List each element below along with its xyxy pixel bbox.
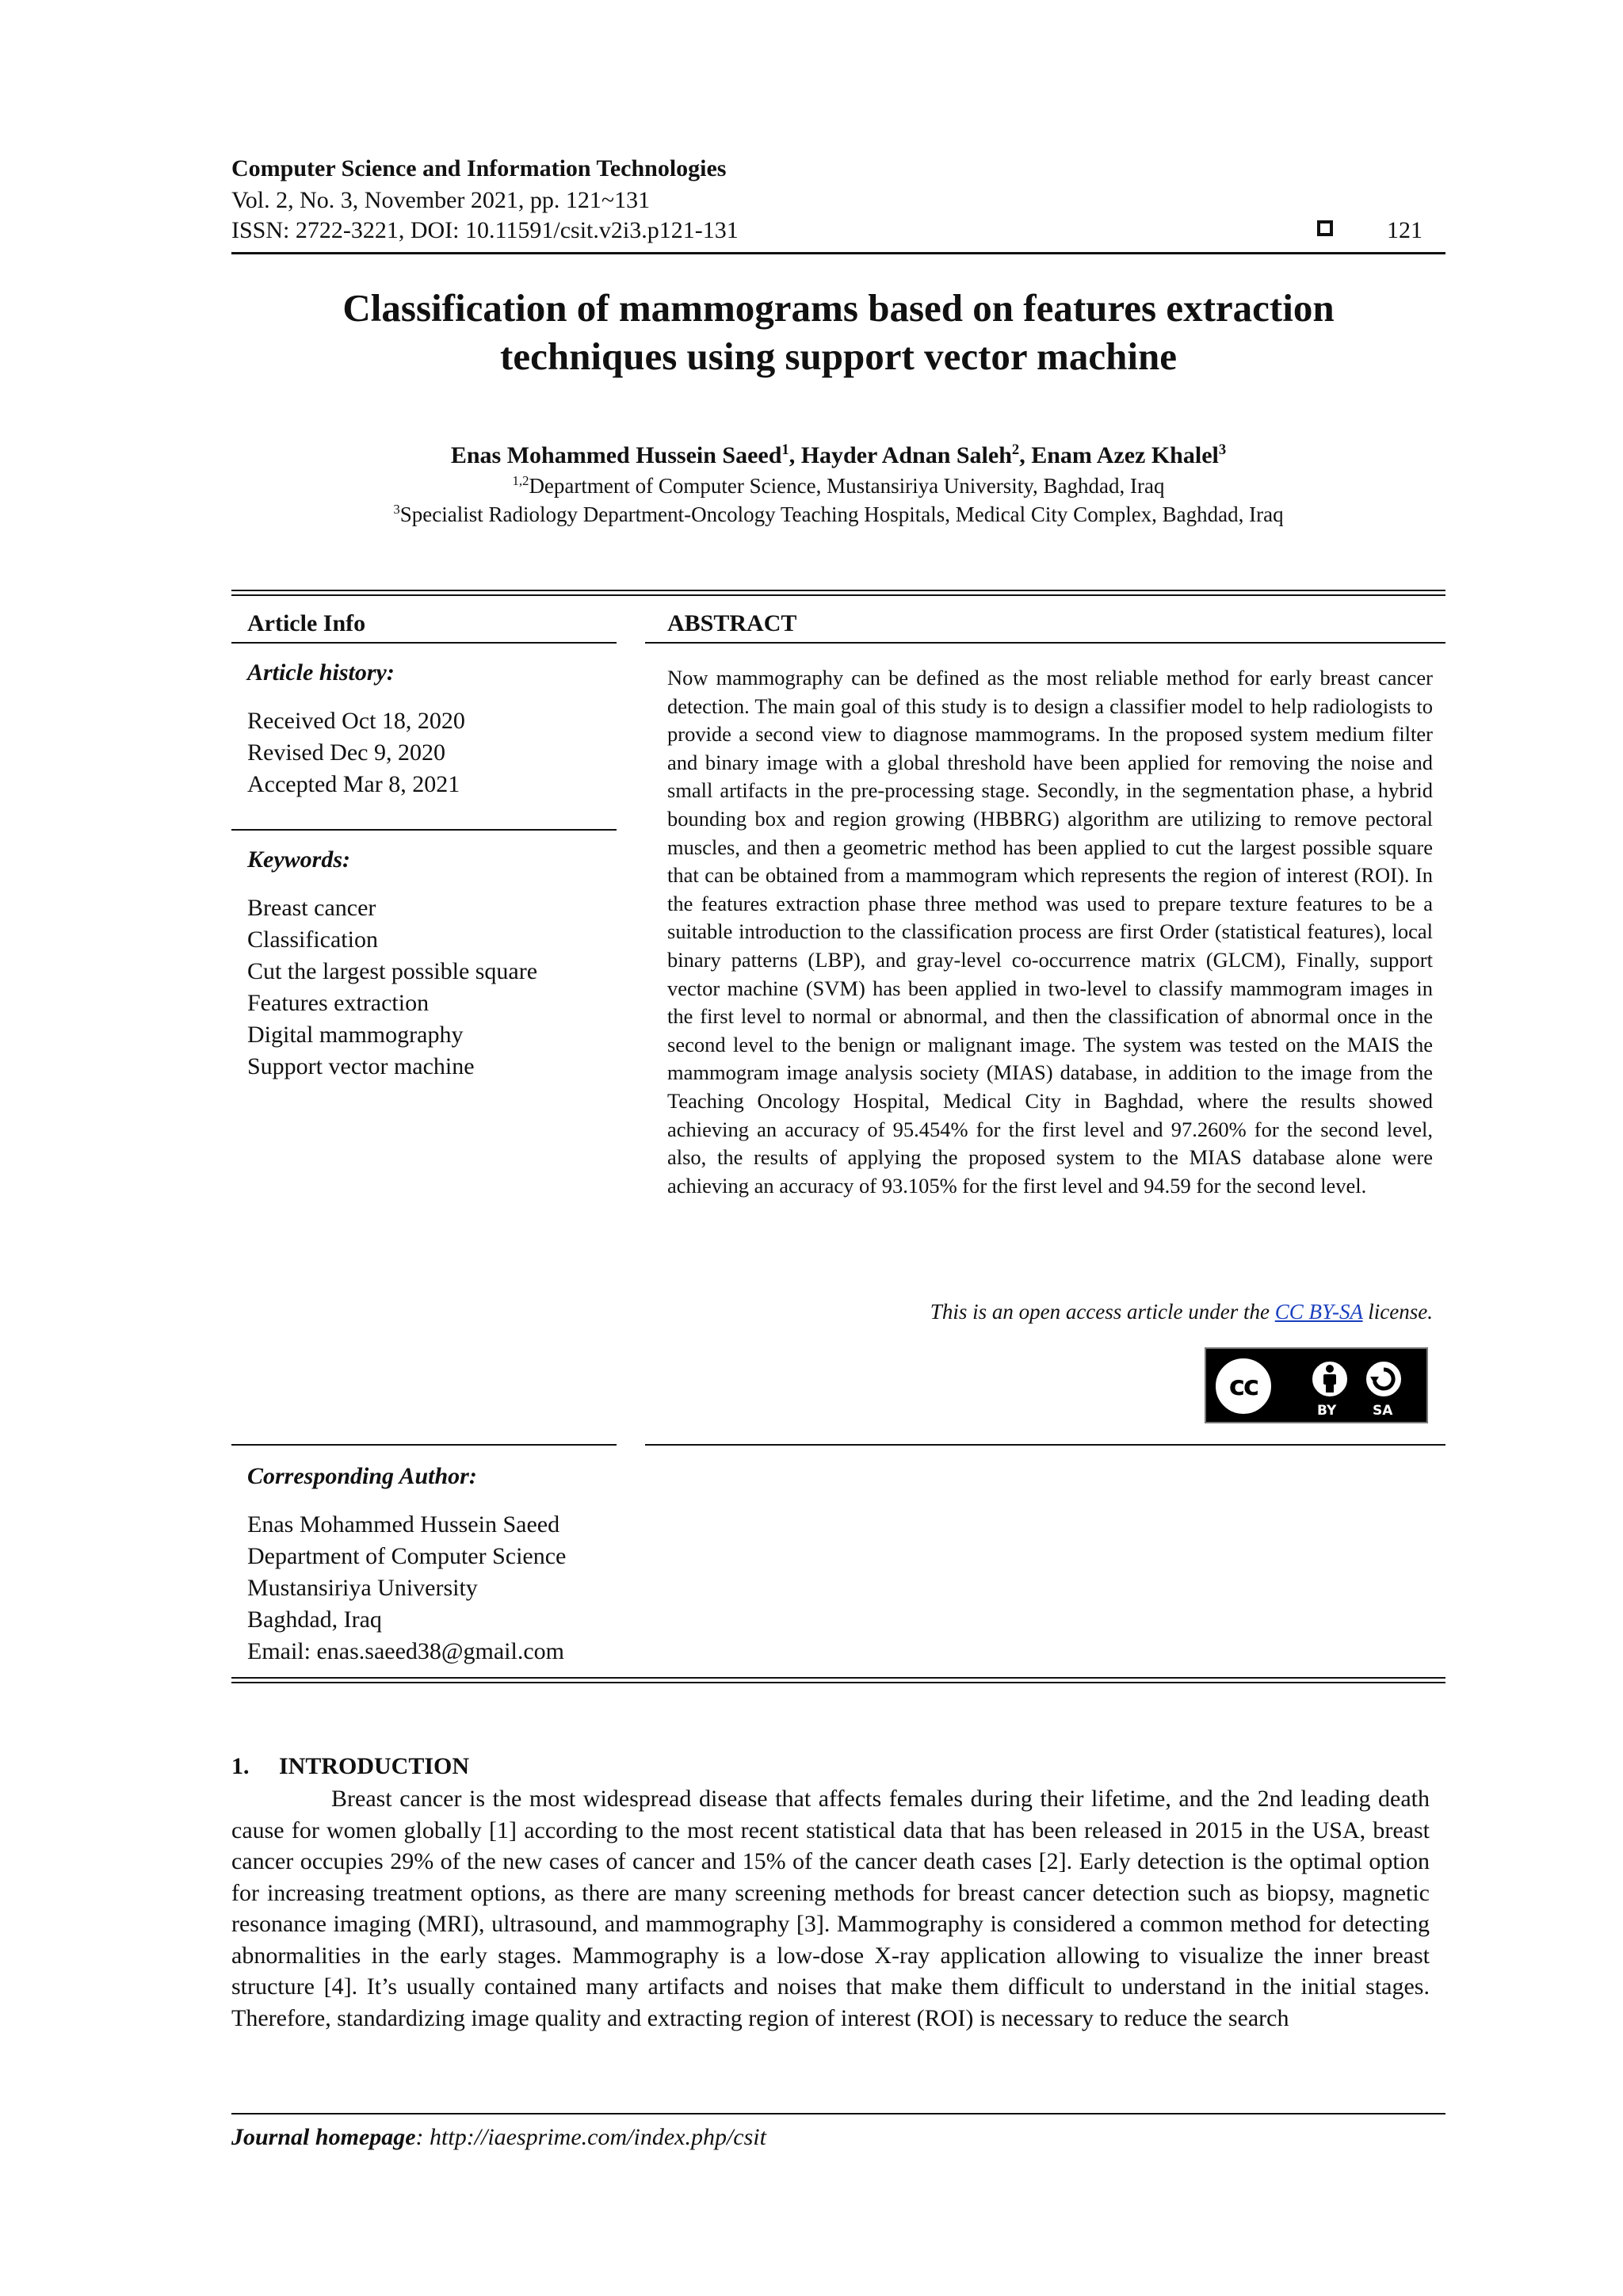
author-name: Hayder Adnan Saleh xyxy=(800,442,1012,468)
page-number: 121 xyxy=(1387,217,1423,243)
keywords-list xyxy=(247,892,612,1083)
abstract-heading: ABSTRACT xyxy=(667,610,797,636)
paper-title xyxy=(231,284,1445,380)
creative-commons-icon: cc xyxy=(1211,1354,1276,1419)
introduction-body xyxy=(231,1783,1430,2034)
history-rule xyxy=(231,829,617,831)
keyword: Breast cancer xyxy=(247,895,376,921)
affiliation-text: Specialist Radiology Department-Oncology Teaching Hospitals, Medical City Complex, Baghdad, Iraq xyxy=(399,502,1284,526)
homepage-url[interactable]: : http://iaesprime.com/index.php/csit xyxy=(415,2124,766,2150)
keyword: Cut the largest possible square xyxy=(247,958,538,984)
history-received: Received Oct 18, 2020 xyxy=(247,708,465,734)
article-history xyxy=(247,705,612,800)
author-separator: , xyxy=(1019,442,1032,468)
infobox-top-rule xyxy=(231,590,1445,591)
abstract-rule xyxy=(645,642,1445,644)
corresponding-author-heading: Corresponding Author: xyxy=(247,1463,477,1489)
corresponding-university: Mustansiriya University xyxy=(247,1575,478,1601)
affiliation-2 xyxy=(231,502,1445,527)
license-prefix: This is an open access article under the xyxy=(930,1300,1275,1324)
homepage-label: Journal homepage xyxy=(231,2124,416,2150)
keywords-heading: Keywords: xyxy=(247,846,350,873)
person-glyph-icon xyxy=(1318,1364,1342,1394)
affiliation-1 xyxy=(231,474,1445,499)
article-info-rule xyxy=(231,642,617,644)
attribution-person-icon xyxy=(1308,1357,1352,1401)
author-affiliation-mark: 2 xyxy=(1011,441,1020,458)
corresponding-name: Enas Mohammed Hussein Saeed xyxy=(247,1511,560,1538)
sa-label: SA xyxy=(1373,1403,1393,1419)
keyword: Features extraction xyxy=(247,990,430,1016)
history-revised: Revised Dec 9, 2020 xyxy=(247,739,445,766)
abstract-body xyxy=(667,664,1433,1200)
author-affiliation-mark: 3 xyxy=(1218,441,1227,458)
author-affiliation-mark: 1 xyxy=(781,441,789,458)
title-line-2: techniques using support vector machine xyxy=(500,334,1177,378)
infobox-bottom-rule-2 xyxy=(231,1682,1445,1683)
footer-rule xyxy=(231,2113,1445,2115)
header-rule xyxy=(231,252,1445,254)
introduction-heading: 1. INTRODUCTION xyxy=(231,1753,470,1779)
history-accepted: Accepted Mar 8, 2021 xyxy=(247,771,460,797)
keyword: Support vector machine xyxy=(247,1053,475,1079)
article-info-heading: Article Info xyxy=(247,610,366,636)
infobox-bottom-rule xyxy=(231,1677,1445,1679)
author-name: Enas Mohammed Hussein Saeed xyxy=(450,442,782,468)
volume-line: Vol. 2, No. 3, November 2021, pp. 121~131 xyxy=(231,187,651,213)
corresponding-department: Department of Computer Science xyxy=(247,1543,567,1569)
author-name: Enam Azez Khalel xyxy=(1031,442,1219,468)
infobox-top-rule-2 xyxy=(231,594,1445,596)
keyword: Digital mammography xyxy=(247,1022,464,1048)
issn-doi-line: ISSN: 2722-3221, DOI: 10.11591/csit.v2i3.p121-131 xyxy=(231,217,739,243)
affiliation-text: Department of Computer Science, Mustansiriya University, Baghdad, Iraq xyxy=(529,474,1165,498)
author-list xyxy=(231,442,1445,469)
corresponding-email: Email: enas.saeed38@gmail.com xyxy=(247,1638,565,1664)
introduction-text: Breast cancer is the most widespread disease that affects females during their lifetime, and the 2nd leading death cause for women globally [1] according to the most recent statistical data that has been released in 2015 in the USA, breast cancer occupies 29% of the new cases of cancer and 15% of the cancer death cases [2]. Early detection is the optimal option for increasing treatment options, as there are many screening methods for breast cancer detection such as biopsy, magnetic resonance imaging (MRI), ultrasound, and mammography [3]. Mammography is considered a common method for detecting abnormalities in the early stages. Mammography is a low-dose X-ray application allowing to visualize the inner breast structure [4]. It’s usually contained many artifacts and noises that make them difficult to understand in the initial stages. Therefore, standardizing image quality and extracting region of interest (ROI) is necessary to reduce the search xyxy=(231,1786,1430,2031)
corresponding-rule-right xyxy=(645,1444,1445,1446)
license-statement xyxy=(667,1300,1433,1324)
square-bullet-icon xyxy=(1317,220,1333,236)
article-history-heading: Article history: xyxy=(247,659,395,686)
corresponding-author-details xyxy=(247,1509,612,1668)
cc-by-sa-link[interactable]: CC BY-SA xyxy=(1274,1300,1363,1324)
corresponding-rule-left xyxy=(231,1444,617,1446)
cc-by-sa-badge[interactable] xyxy=(1205,1347,1428,1423)
author-separator: , xyxy=(789,442,801,468)
title-line-1: Classification of mammograms based on features extraction xyxy=(342,286,1335,330)
journal-name: Computer Science and Information Technologies xyxy=(231,155,727,181)
license-suffix: license. xyxy=(1362,1300,1433,1324)
corresponding-city: Baghdad, Iraq xyxy=(247,1606,382,1633)
share-alike-glyph-icon xyxy=(1369,1365,1398,1393)
abstract-text: Now mammography can be defined as the most reliable method for early breast cancer detection. The main goal of this study is to design a classifier model to help radiologists to provide a second view to diagnose mammograms. In the proposed system medium filter and binary image with a global threshold have been applied for removing the noise and small artifacts in the pre-processing stage. Secondly, in the segmentation phase, a hybrid bounding box and region growing (HBBRG) algorithm are utilizing to remove pectoral muscles, and then a geometric method has been applied to cut the largest possible square that can be obtained from a mammogram which represents the region of interest (ROI). In the features extraction phase three method was used to prepare texture features to be a suitable introduction to the classification process are first Order (statistical features), local binary patterns (LBP), and gray-level co-occurrence matrix (GLCM), Finally, support vector machine (SVM) has been applied in two-level to classify mammogram images in the first level to normal or abnormal, and then the classification of abnormal once in the second level to the benign or malignant image. The system was tested on the MAIS the mammogram image analysis society (MIAS) database, in addition to the image from the Teaching Oncology Hospital, Medical City in Baghdad, where the results showed achieving an accuracy of 95.454% for the first level and 97.260% for the second level, also, the results of applying the proposed system to the MIAS database alone were achieving an accuracy of 93.105% for the first level and 94.59 for the second level. xyxy=(667,666,1433,1198)
journal-homepage xyxy=(231,2124,766,2151)
keyword: Classification xyxy=(247,926,378,953)
affiliation-mark: 3 xyxy=(393,502,400,517)
share-alike-icon xyxy=(1361,1357,1406,1401)
by-label: BY xyxy=(1317,1403,1337,1419)
affiliation-mark: 1,2 xyxy=(512,473,529,488)
